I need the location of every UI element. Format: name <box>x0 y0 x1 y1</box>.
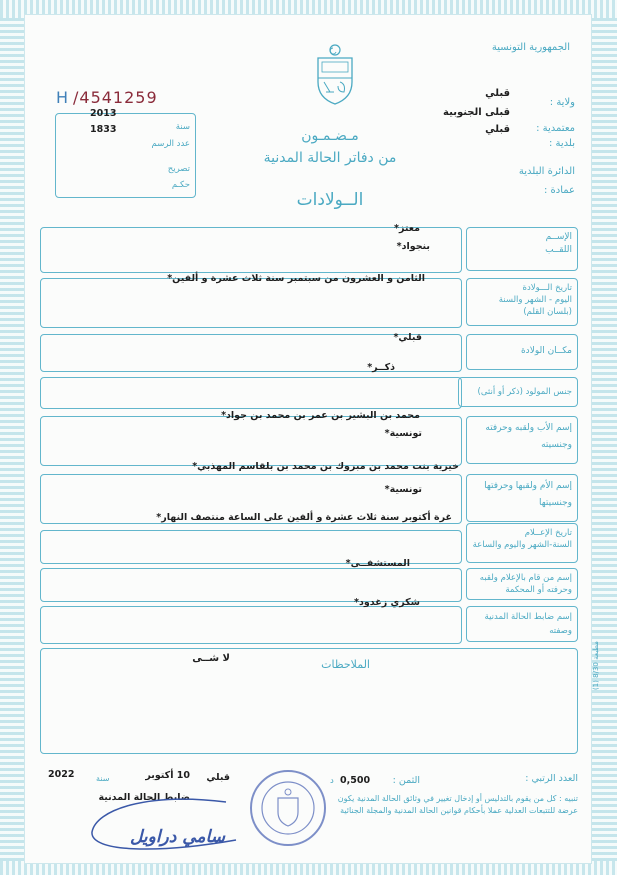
registration-number-label: عدد الرسم <box>151 139 190 149</box>
baladia-label: بلدية : <box>548 138 575 149</box>
wilaya-label: ولاية : <box>549 97 575 108</box>
remarks-value: لا شــى <box>192 653 230 664</box>
daira-label: الدائرة البلدية <box>518 166 575 177</box>
wilaya-value: قبلي <box>485 88 510 99</box>
side-print-code: (1) مطبعة 8/30 <box>592 641 600 690</box>
father-value: محمد بن البشير بن عمر بن محمد بن جواد* <box>221 410 420 421</box>
sex-value: ذكــر* <box>367 362 395 373</box>
serial-number: /4541259 <box>73 88 158 107</box>
price-unit: د <box>330 776 334 786</box>
sex-value-box <box>40 377 462 409</box>
judgment-label: حكـم <box>171 180 190 190</box>
declaration-label: تصريح <box>167 164 190 174</box>
registration-year-label: سنة <box>175 122 190 132</box>
registers-title: من دفاتر الحالة المدنية <box>263 150 397 166</box>
official-stamp <box>248 768 328 848</box>
sex-label: جنس المولود (ذكر أو أنثى) <box>458 377 578 407</box>
issued-year-label: سنة <box>96 774 110 783</box>
declaration-date-label: تاريخ الإعــلام السنة-الشهر واليوم والساعة <box>466 523 578 563</box>
officer-title: ضابط الحالة المدنية <box>98 792 190 803</box>
surname-value: بنجواد* <box>396 241 430 252</box>
motamadia-value: قبلى الجنوبية <box>443 107 510 118</box>
birth-place-label: مكــان الولادة <box>466 334 578 370</box>
issued-year: 2022 <box>48 769 75 780</box>
issued-day-month: 10 أكتوبر <box>145 770 190 781</box>
declarant-label: إسم من قام بالإعلام ولقبه وحرفته أو المحكمة <box>466 568 578 600</box>
tunisia-coat-of-arms-emblem <box>310 42 360 106</box>
price-value: 0,500 <box>340 775 371 786</box>
birth-date-value-box <box>40 278 462 328</box>
name-label: الإســم اللقــب <box>466 227 578 271</box>
mother-value: خيرية بنت محمد بن مبروك بن محمد بن بلقاسم المهذبي* <box>192 461 459 472</box>
price-label: الثمن : <box>392 775 420 786</box>
extract-title: مـضـمـون <box>301 128 359 144</box>
father-nationality-value: تونسية* <box>384 428 422 439</box>
left-guilloche-border <box>0 0 26 875</box>
birth-date-label: تاريخ الـــولادة اليوم - الشهر والسنة (بلسان القلم) <box>466 278 578 326</box>
mother-nationality-value: تونسية* <box>384 484 422 495</box>
remarks-label: الملاحظات <box>321 658 370 671</box>
officer-signature-name: سامي دراويل <box>130 827 225 847</box>
birth-date-value: الثامن و العشرون من سبتمبر سنة ثلاث عشرة و ألفين* <box>167 273 425 284</box>
issued-place: قبلي <box>206 772 230 783</box>
declaration-date-value: غرة أكتوبر سنة ثلاث عشرة و ألفين على الساعة منتصف النهار* <box>156 512 452 523</box>
mother-label: إسم الأم ولقبها وحرفتها وجنسيتها <box>466 474 578 522</box>
officer-label: إسم ضابط الحالة المدنية وصفته <box>466 606 578 642</box>
declarant-value: المستشفــى* <box>345 558 410 569</box>
serial-label: العدد الرتبي : <box>525 773 578 784</box>
births-title: الــولادات <box>296 190 364 210</box>
motamadia-label: معتمدية : <box>536 123 575 134</box>
officer-value: شكري زغدود* <box>354 597 420 608</box>
omada-label: عمادة : <box>543 185 575 196</box>
father-label: إسم الأب ولقبه وحرفته وجنسيته <box>466 416 578 464</box>
officer-value-box <box>40 606 462 644</box>
father-value-box <box>40 416 462 466</box>
registration-number-value: 1833 <box>90 124 117 135</box>
registration-year-value: 2013 <box>90 108 117 119</box>
birth-place-value: قبلي* <box>393 332 422 343</box>
right-guilloche-border <box>591 0 617 875</box>
first-name-value: معتز* <box>394 223 420 234</box>
legal-warning: تنبيه : كل من يقوم بالتدليس أو إدخال تغيير في وثائق الحالة المدنية يكون عرضة للتتبعات العدلية عملا بأحكام قوانين الحالة المدنية والمجلة الجنائية <box>337 794 578 815</box>
baladia-value: قبلي <box>485 124 510 135</box>
serial-prefix: H <box>56 88 70 107</box>
republic-name: الجمهورية التونسية <box>491 42 570 53</box>
